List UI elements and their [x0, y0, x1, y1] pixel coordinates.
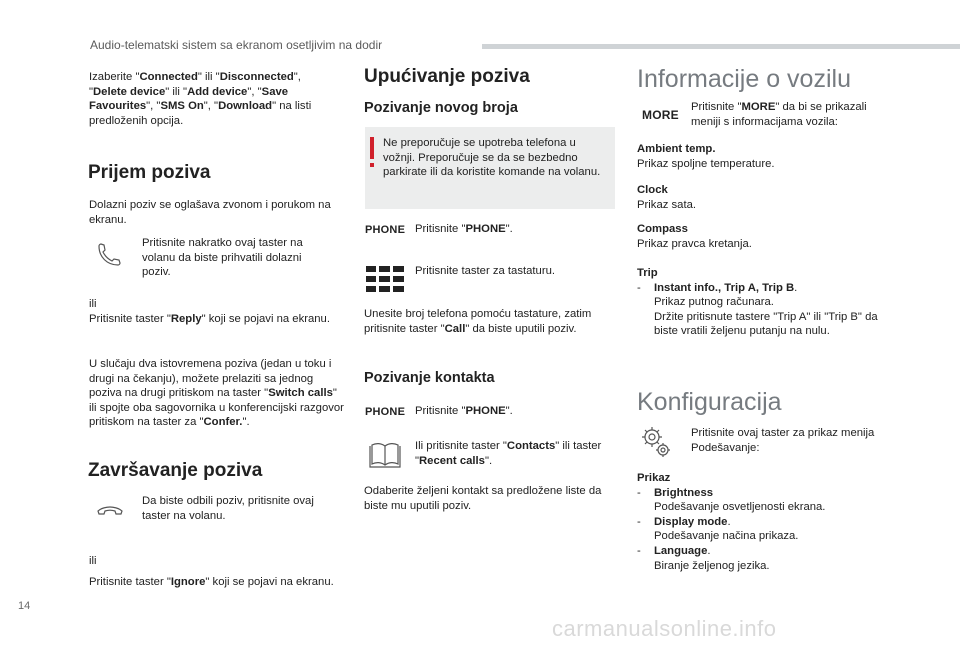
list-item: - Display mode. Podešavanje načina prikaza. [637, 515, 892, 544]
trip-item: Trip - Instant info., Trip A, Trip B. Prikaz putnog računara. Držite pritisnute tastere "Trip A" ili "Trip B" da biste vratili željenu putanju na nulu. [637, 266, 892, 339]
press-phone-text: Pritisnite "PHONE". [415, 405, 513, 417]
enter-number-text: Unesite broj telefona pomoću tastature, zatim pritisnite taster "Call" da biste uputili poziv. [364, 308, 592, 335]
or-label: ili [89, 298, 97, 310]
list-item: - Brightness Podešavanje osvetljenosti ekrana. [637, 486, 892, 515]
ambient-temp-item: Ambient temp. Prikaz spoljne temperature. [637, 143, 775, 170]
display-settings: Prikaz - Brightness Podešavanje osvetljenosti ekrana. - Display mode. Podešavanje načina prikaza. - Language. Biranje željenog jezika. [637, 471, 892, 573]
warning-box [365, 127, 615, 209]
config-icon-text: Pritisnite ovaj taster za prikaz menija Podešavanje: [691, 427, 875, 454]
more-text: Pritisnite "MORE" da bi se prikazali meniji s informacijama vozila: [691, 101, 867, 128]
clock-item: Clock Prikaz sata. [637, 184, 697, 211]
contact-call-title: Pozivanje kontakta [364, 370, 495, 386]
watermark: carmanualsonline.info [552, 616, 777, 641]
receive-call-text: Dolazni poziv se oglašava zvonom i porukom na ekranu. [89, 199, 331, 226]
running-header: Audio-telematski sistem sa ekranom osetljivim na dodir [90, 38, 383, 52]
compass-item: Compass Prikaz pravca kretanja. [637, 223, 752, 250]
ignore-text: Pritisnite taster "Ignore" koji se pojavi na ekranu. [89, 576, 334, 588]
page-number: 14 [18, 600, 31, 612]
gear-icon [638, 424, 674, 460]
book-icon [368, 442, 402, 470]
reply-text: ili Pritisnite taster "Reply" koji se pojavi na ekranu. [89, 298, 330, 325]
warning-icon [370, 137, 374, 159]
keypad-icon [366, 266, 404, 292]
contacts-text: Ili pritisnite taster "Contacts" ili taster "Recent calls". [415, 440, 602, 467]
vehicle-info-title: Informacije o vozilu [637, 65, 851, 93]
intro-text: Izaberite "Connected" ili "Disconnected", "Delete device" ili "Add device", "Save Favourites", "SMS On", "Download" na listi predloženih opcija. [89, 71, 312, 127]
end-icon-text: Da biste odbili poziv, pritisnite ovaj taster na volanu. [142, 495, 314, 522]
select-contact-text: Odaberite željeni kontakt sa predložene liste da biste mu uputili poziv. [364, 485, 602, 512]
steering-wheel-button-icon [95, 499, 125, 525]
more-button-label: MORE [642, 108, 679, 122]
list-item: - Language. Biranje željenog jezika. [637, 544, 892, 573]
two-calls-text: U slučaju dva istovremena poziva (jedan u toku i drugi na čekanju), možete prelaziti sa jednog poziva na drugi pritiskom na taster "Switch calls" ili spojte oba sagovornika u konferencijski razgovor pritiskom na taster za "Confer.". [89, 358, 344, 429]
header-bar [482, 44, 960, 49]
receive-call-title: Prijem poziva [88, 162, 211, 183]
receive-icon-text: Pritisnite nakratko ovaj taster na volanu da biste prihvatili dolazni poziv. [142, 237, 303, 279]
steering-wheel-button-icon [95, 242, 125, 268]
or-label: ili [89, 555, 97, 567]
keypad-text: Pritisnite taster za tastaturu. [415, 265, 556, 277]
config-title: Konfiguracija [637, 388, 782, 416]
list-item: - Instant info., Trip A, Trip B. Prikaz putnog računara. Držite pritisnute tastere "Trip A" ili "Trip B" da biste vratili željenu putanju na nulu. [637, 281, 892, 339]
phone-button-label: PHONE [365, 406, 406, 418]
new-number-title: Pozivanje novog broja [364, 100, 518, 116]
make-call-title: Upućivanje poziva [364, 66, 530, 87]
warning-text: Ne preporučuje se upotreba telefona u vožnji. Preporučuje se da se bezbedno parkirate ili da koristite komande na volanu. [383, 137, 601, 179]
press-phone-text: Pritisnite "PHONE". [415, 223, 513, 235]
phone-button-label: PHONE [365, 224, 406, 236]
end-call-title: Završavanje poziva [88, 460, 263, 481]
